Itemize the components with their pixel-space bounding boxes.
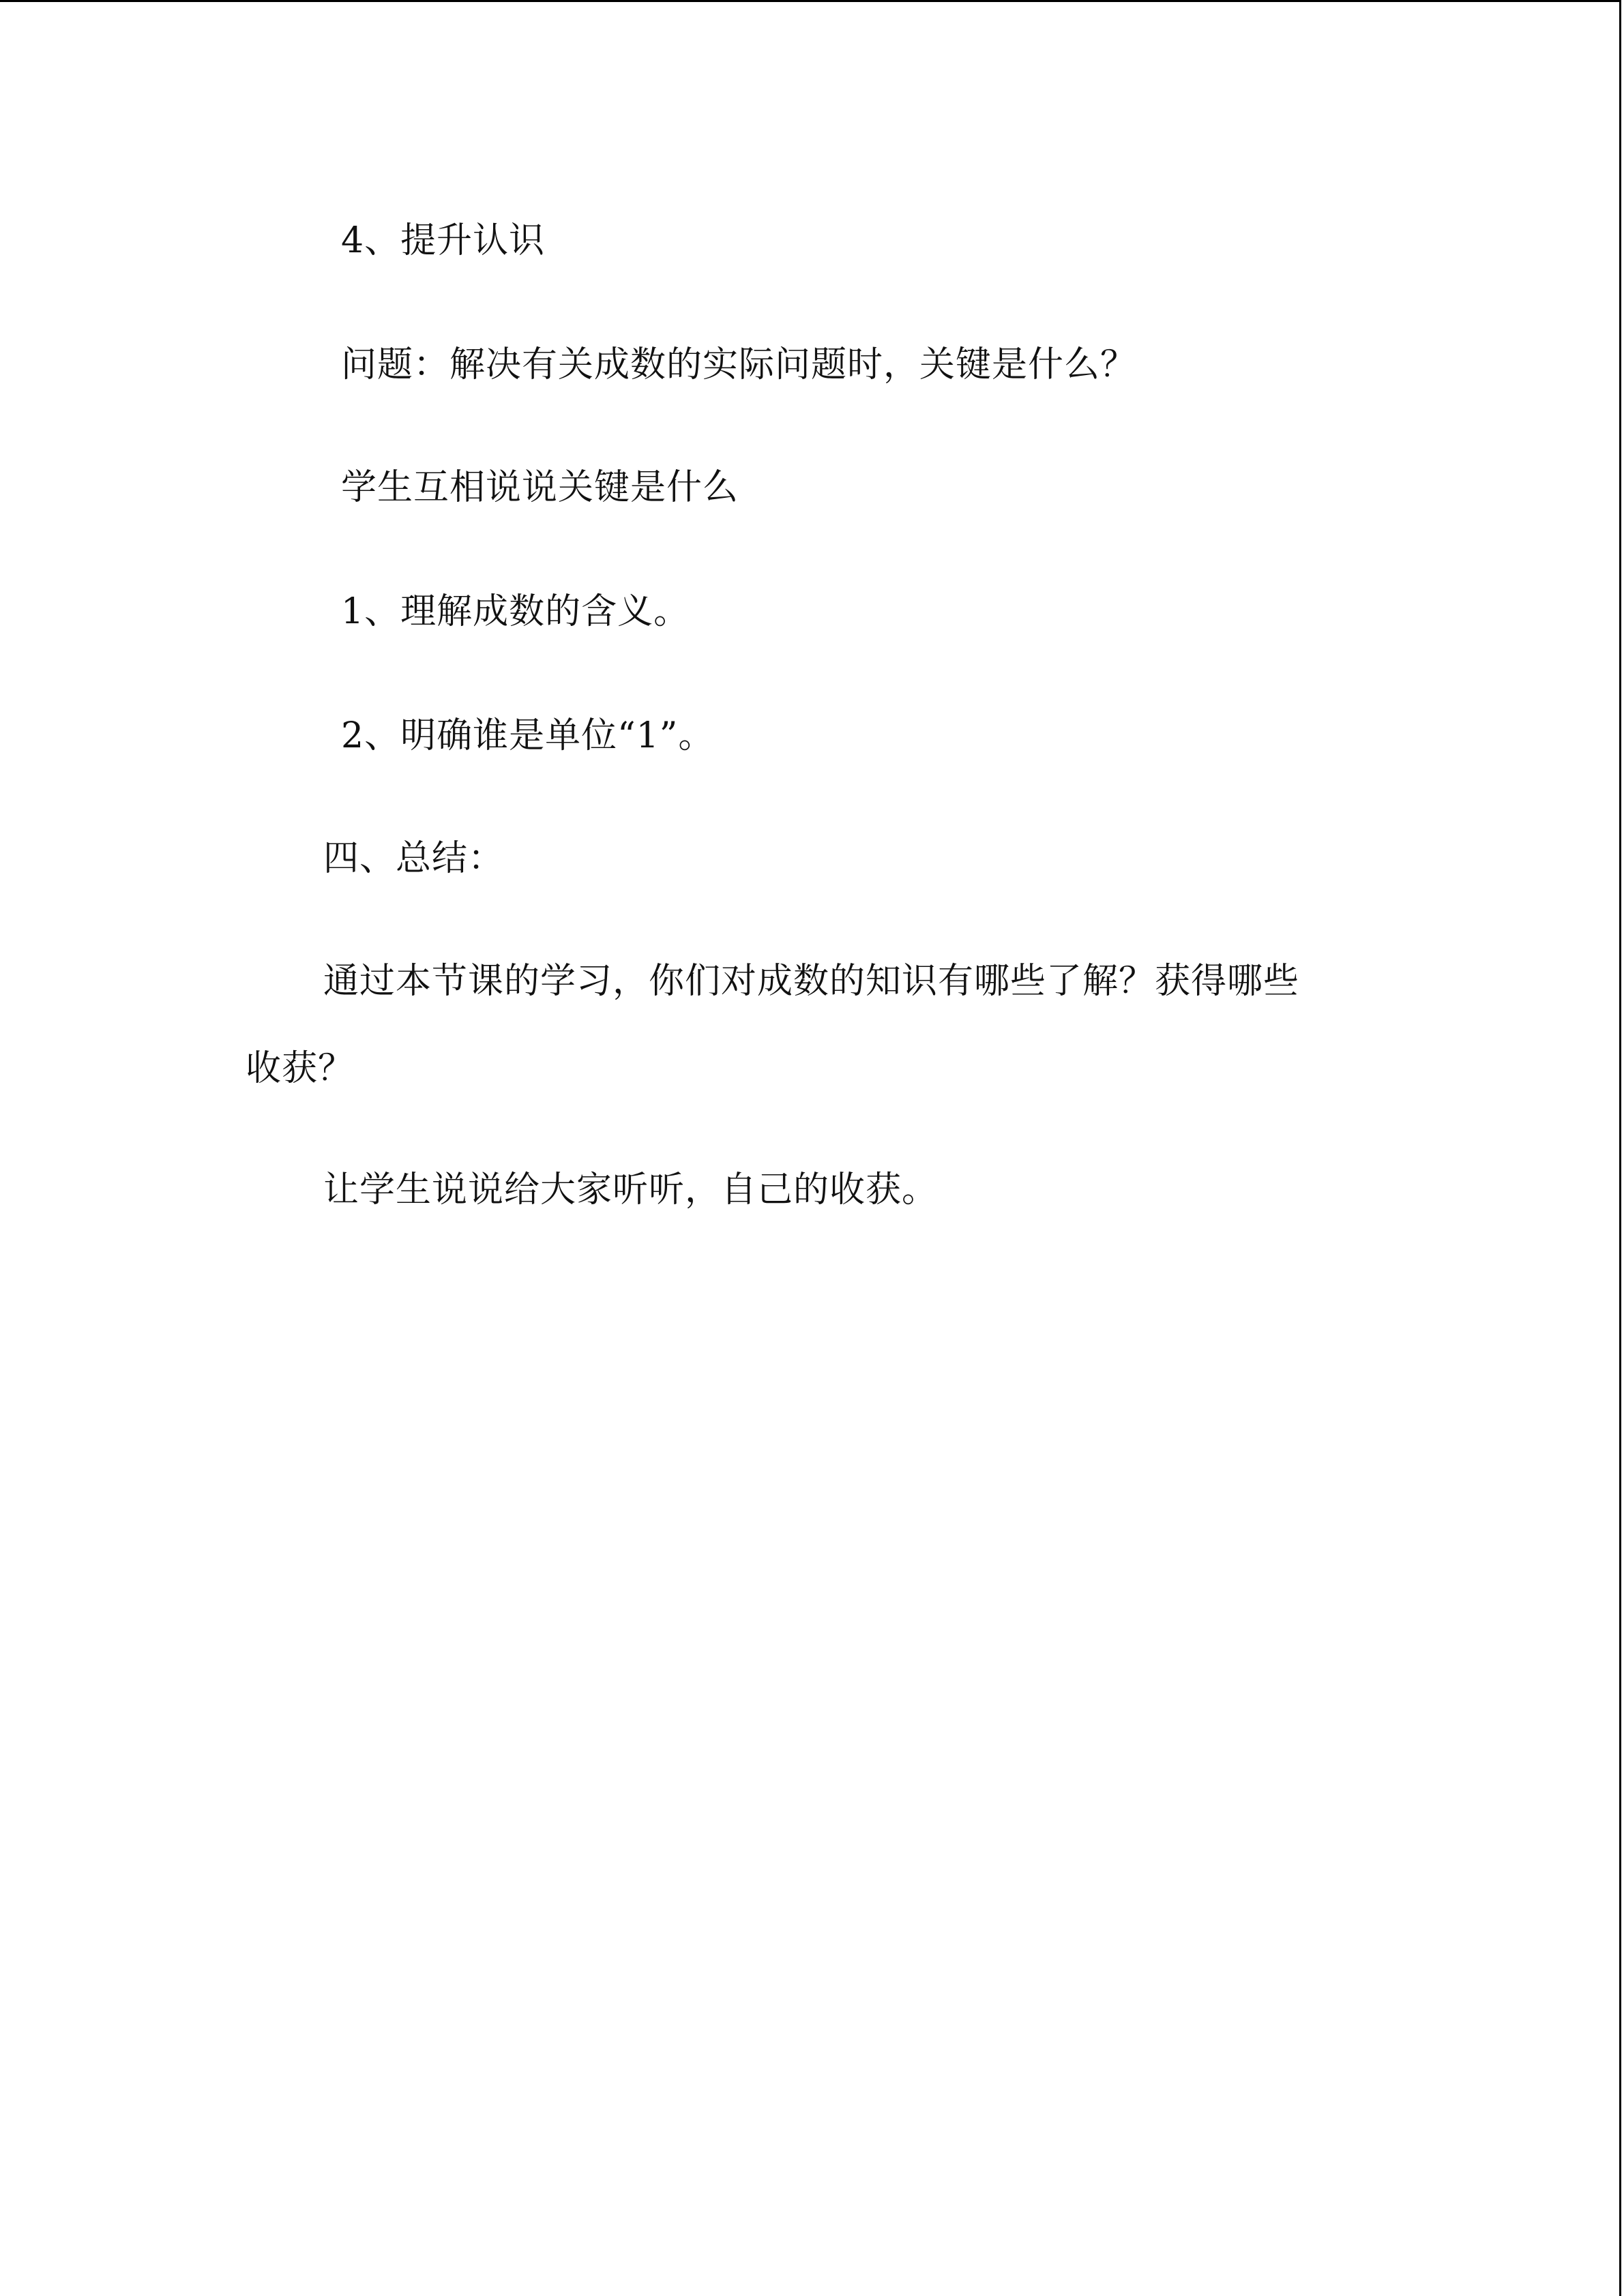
key-point-2: 2、明确谁是单位“1”。 (341, 715, 715, 756)
question-paragraph: 问题：解决有关成数的实际问题时，关键是什么？ (341, 344, 1137, 385)
closing-paragraph: 让学生说说给大家听听，自己的收获。 (323, 1169, 939, 1210)
section-heading-raise-understanding: 4、提升认识 (341, 220, 546, 261)
summary-paragraph-line-2: 收获？ (246, 1048, 355, 1089)
student-discussion-paragraph: 学生互相说说关键是什么 (341, 467, 739, 508)
section-heading-summary: 四、总结： (323, 838, 505, 879)
summary-paragraph-line-1: 通过本节课的学习，你们对成数的知识有哪些了解？获得哪些 (323, 961, 1300, 1002)
key-point-1: 1、理解成数的含义。 (341, 591, 690, 632)
